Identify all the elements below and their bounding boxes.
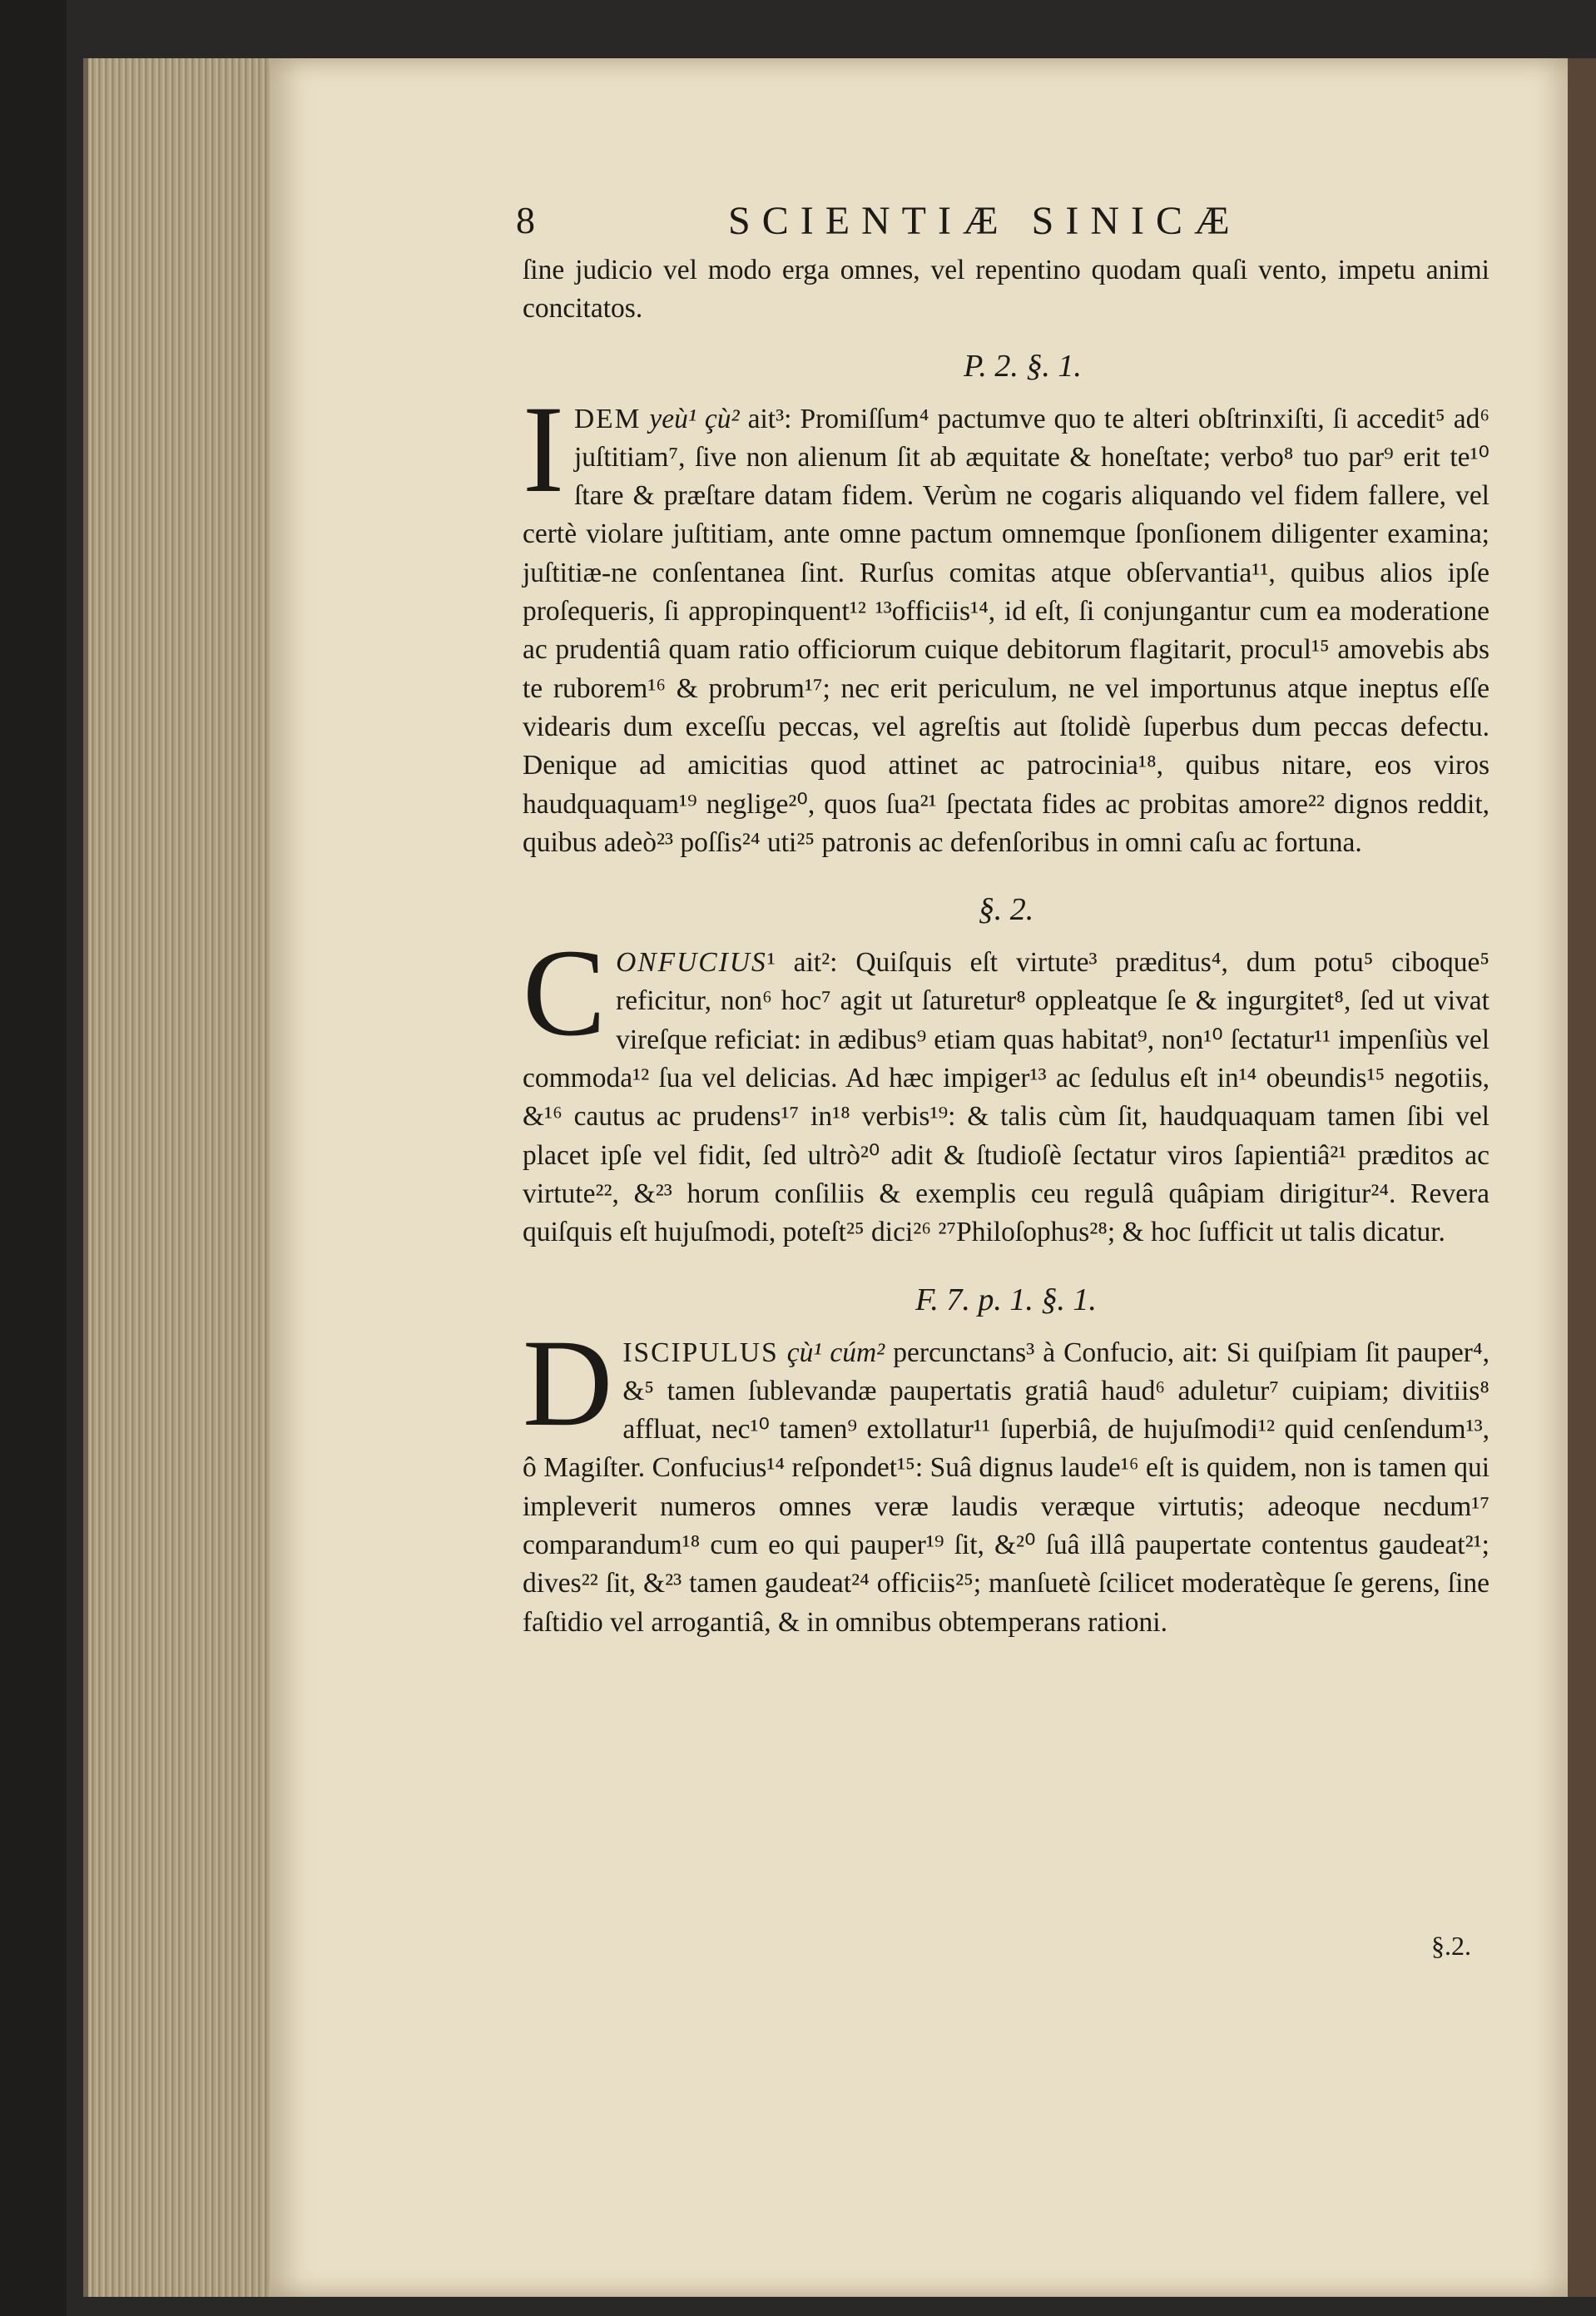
main-text [523,251,1489,1642]
book-binding-edge [1568,58,1596,2297]
section-heading-1: P. 2. §. 1. [964,348,1082,384]
running-title: SCIENTIÆ SINICÆ [728,199,1242,243]
paragraph-1 [523,379,1490,863]
scanner-background [0,0,67,2316]
paragraph-2 [523,924,1489,1252]
paragraph-2-text: ¹ ait²: Quiſquis eſt virtute³ præditus⁴, dum potu⁵ ciboque⁵ reficitur, non⁶ hoc⁷ agit ut ſaturetur⁸ oppleatque ſe & ingurgitet⁸, ſed ut vivat vireſque reficiat: in ædibus⁹ etiam quas habitat⁹, non¹⁰ ſectatur¹¹ impenſiùs vel commoda¹² ſua vel delicias. Ad hæc impiger¹³ ac ſedulus eſt in¹⁴ obeundis¹⁵ negotiis, &¹⁶ cautus ac prudens¹⁷ in¹⁸ verbis¹⁹: & talis cùm ſit, haudquaquam tamen ſibi vel placet ipſe vel fidit, ſed ultrò²⁰ adit & ſtudioſè ſectatur viros ſapientiâ²¹ præditos ac virtute²², &²³ horum conſiliis & exemplis ceu regulâ quâpiam dirigitur²⁴. Revera quiſquis eſt hujuſmodi, poteſt²⁵ dici²⁶ ²⁷Philoſophus²⁸; & hoc ſufficit ut talis dicatur. [523,947,1489,1248]
romanization-1: yeù¹ çù² [649,403,740,434]
drop-cap-1: I [523,379,564,518]
page-number: 8 [516,199,535,241]
section-heading-2: §. 2. [978,892,1034,928]
lead-word-2: ONFUCIUS [616,947,767,979]
paragraph-3 [523,1313,1489,1642]
paragraph-3-text: percunctans³ à Confucio, ait: Si quiſpiam ſit pauper⁴, &⁵ tamen ſublevandæ paupertatis gratiâ haud⁶ aduletur⁷ cuipiam; divitiis⁸ affluat, nec¹⁰ tamen⁹ extollatur¹¹ ſuperbiâ, de hujuſmodi¹² quid cenſendum¹³, ô Magiſter. Confucius¹⁴ reſpondet¹⁵: Suâ dignus laude¹⁶ eſt is quidem, non is tamen qui impleverit numeros omnes veræ laudis veræque virtutis; adeoque necdum¹⁷ comparandum¹⁸ cum eo qui pauper¹⁹ ſit, &²⁰ ſuâ illâ paupertate contentus gaudeat²¹; dives²² ſit, &²³ tamen gaudeat²⁴ officiis²⁵; manſuetè ſcilicet moderatèque ſe gerens, ſine faſtidio vel arrogantiâ, & in omnibus obtemperans rationi. [523,1337,1489,1638]
intro-paragraph: ſine judicio vel modo erga omnes, vel repentino quodam quaſi vento, impetu animi concitatos. [523,255,1489,325]
catchword: §.2. [1431,1931,1471,1961]
romanization-3: çù¹ cúm² [786,1337,885,1368]
book-fore-edge [83,58,280,2297]
drop-cap-2: C [523,924,607,1063]
page-header [516,198,1381,256]
drop-cap-3: D [523,1313,613,1452]
lead-word-1: DEM [573,403,642,434]
paragraph-1-text: ait³: Promiſſum⁴ pactumve quo te alteri obſtrinxiſti, ſi accedit⁵ ad⁶ juſtitiam⁷, ſive non alienum ſit ab æquitate & honeſtate; verbo⁸ tuo par⁹ erit te¹⁰ ſtare & præſtare datam fidem. Verùm ne cogaris aliquando vel fidem fallere, vel certè violare juſtitiam, ante omne pactum omnemque ſponſionem diligenter examina; juſtitiæ-ne conſentanea ſint. Rurſus comitas atque obſervantia¹¹, quibus alios ipſe proſequeris, ſi appropinquent¹² ¹³officiis¹⁴, id eſt, ſi conjungantur cum ea moderatione ac prudentiâ quam ratio officiorum cuique debitorum flagitarit, procul¹⁵ amovebis abs te ruborem¹⁶ & probrum¹⁷; nec erit periculum, ne vel importunus atque ineptus eſſe videaris dum exceſſu peccas, vel agreſtis aut ſtolidè ſuperbus dum peccas defectu. Denique ad amicitias quod attinet ac patrocinia¹⁸, quibus nitare, eos viros haudquaquam¹⁹ neglige²⁰, quos ſua²¹ ſpectata fides ac probitas amore²² dignos reddit, quibus adeò²³ poſſis²⁴ uti²⁵ patronis ac defenſoribus in omni caſu ac fortuna. [523,403,1490,858]
section-heading-3: F. 7. p. 1. §. 1. [915,1282,1097,1317]
lead-word-3: ISCIPULUS [622,1337,779,1368]
